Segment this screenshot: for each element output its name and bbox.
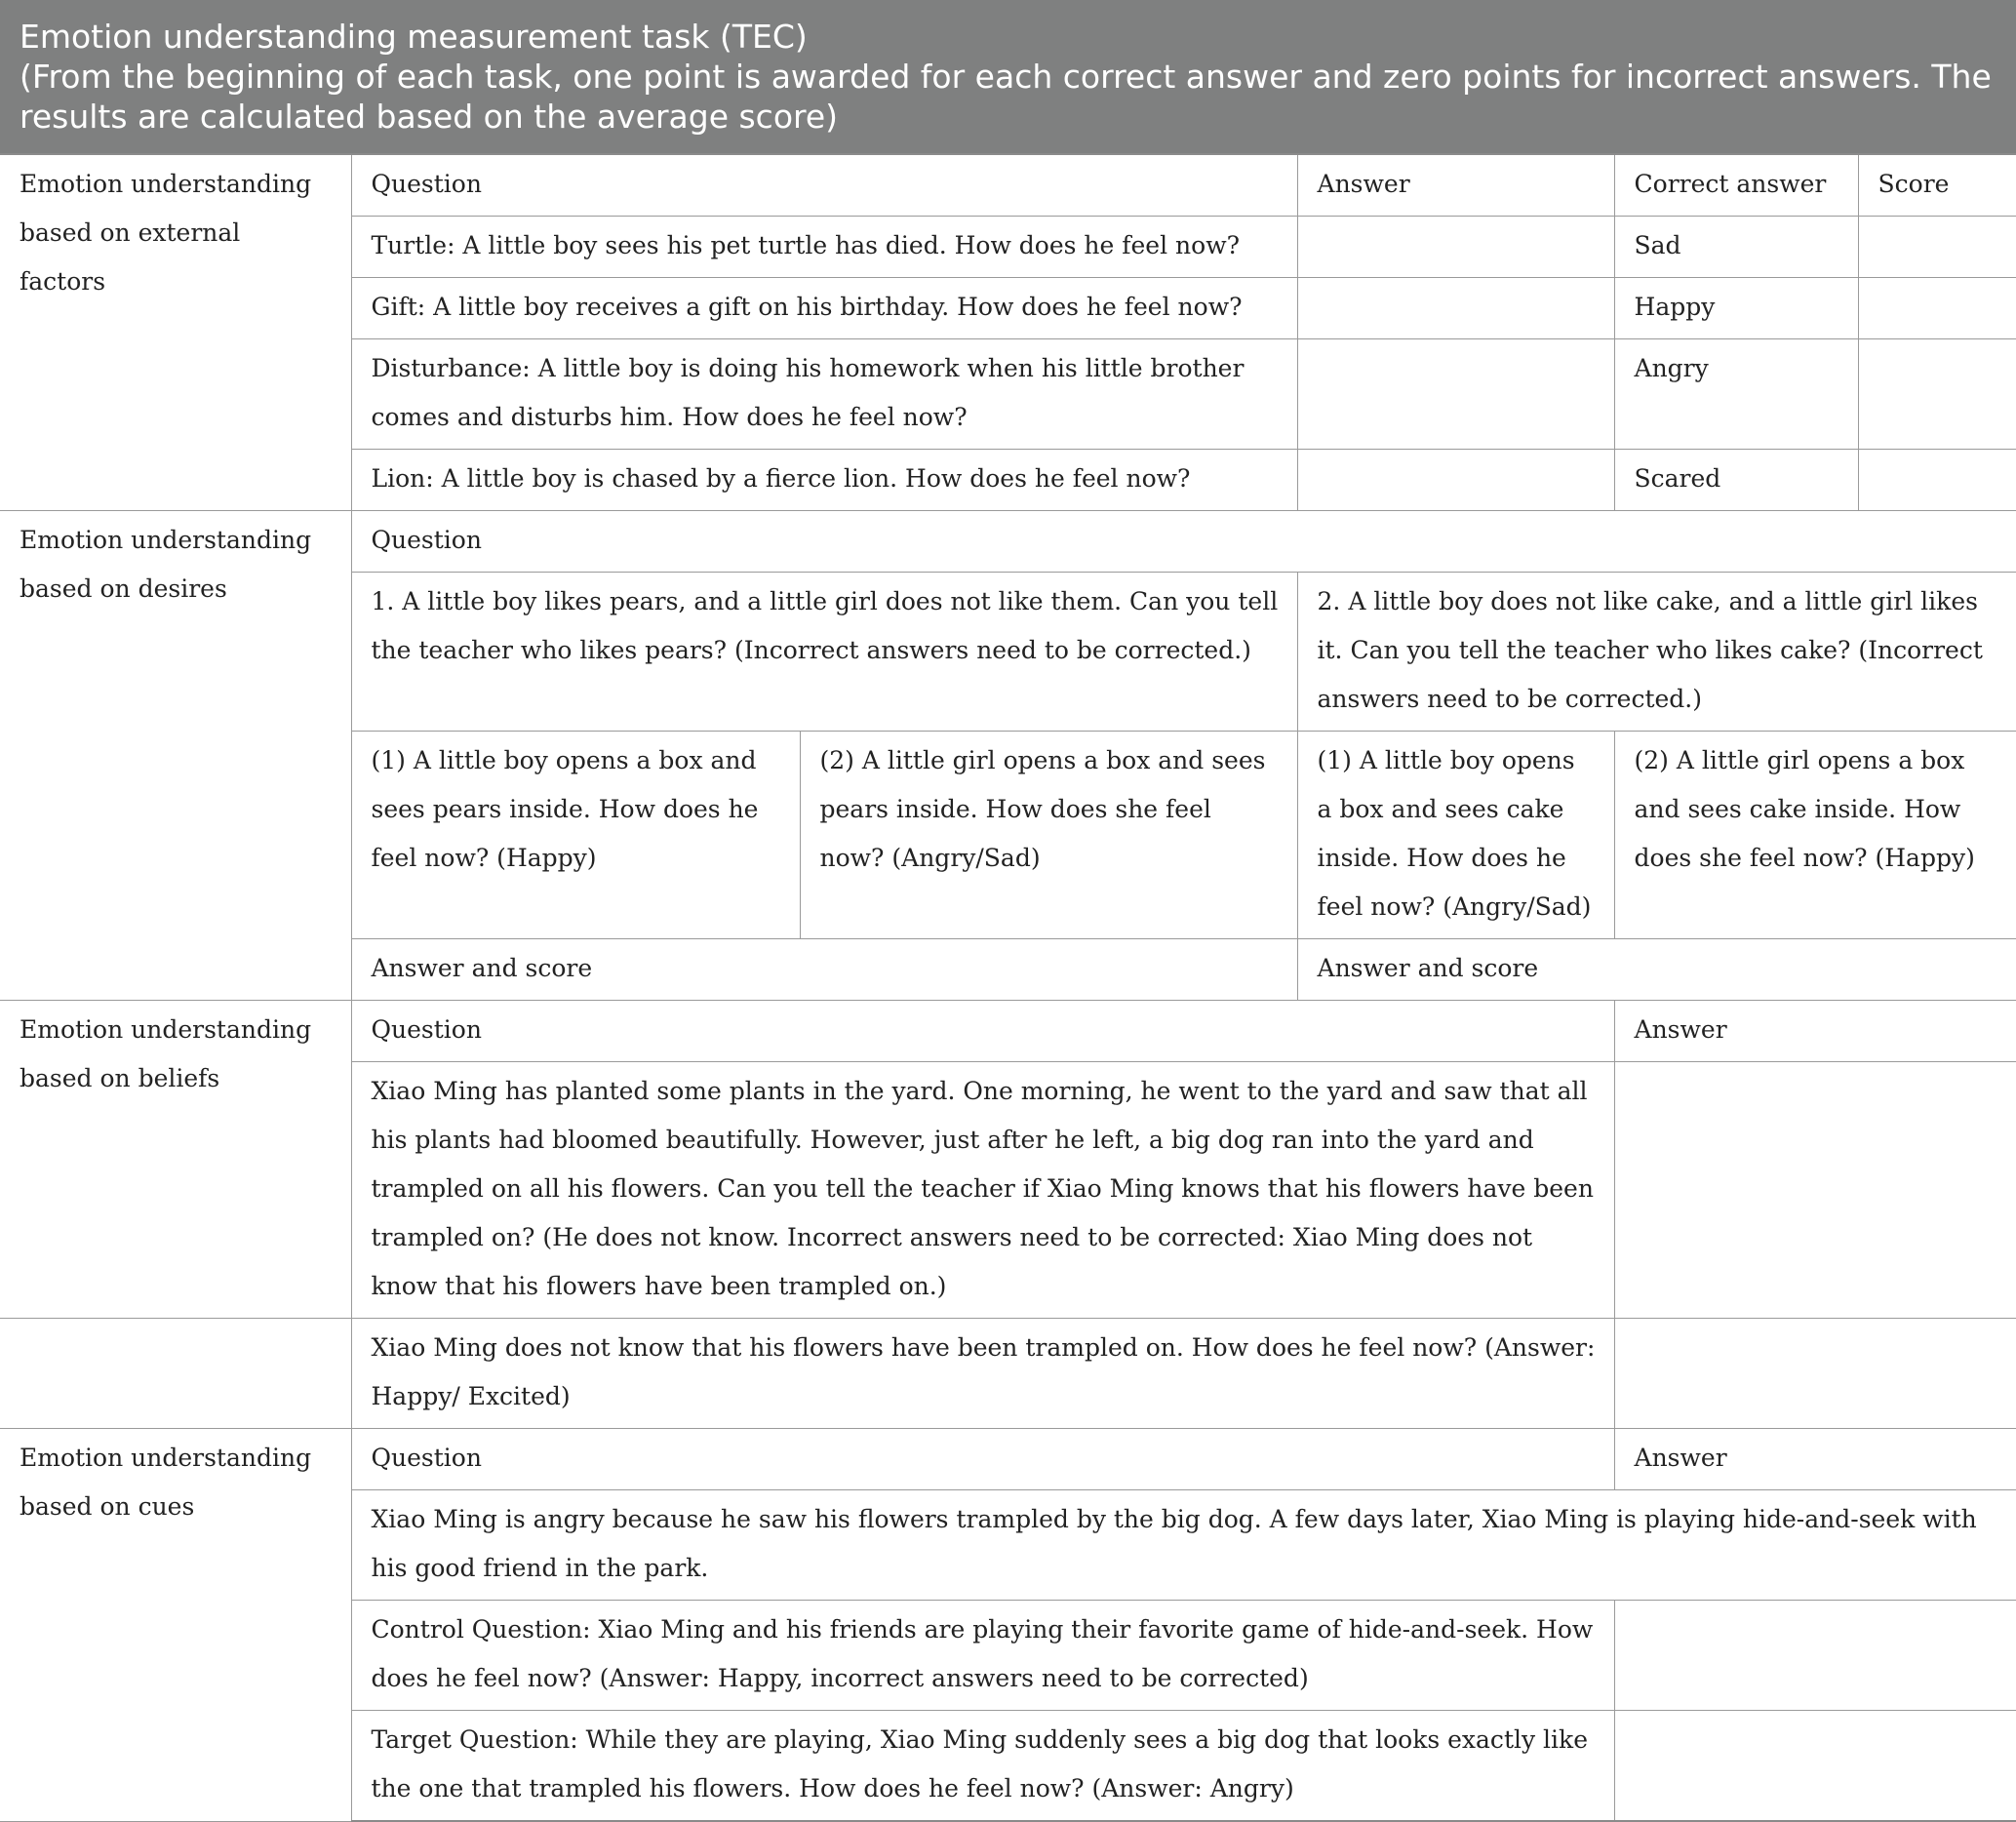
answer-and-score-2: Answer and score	[1297, 939, 2016, 1001]
table-row	[0, 154, 2016, 217]
cues-target-question: Target Question: While they are playing, Xiao Ming suddenly sees a big dog that looks exactly like the one that trampled his flowers. How does he feel now? (Answer: Angry)	[351, 1711, 1614, 1822]
column-header-score: Score	[1858, 154, 2016, 217]
table-row	[0, 511, 2016, 573]
table-subtitle: (From the beginning of each task, one point is awarded for each correct answer and zero points for incorrect answers. The results are calculated based on the average score)	[20, 58, 1992, 136]
empty-category-cell	[0, 1319, 351, 1429]
answer-cell	[1614, 1601, 2016, 1711]
correct-answer-cell: Sad	[1614, 217, 1858, 278]
table-title: Emotion understanding measurement task (TEC)	[20, 18, 808, 56]
category-desires: Emotion understanding based on desires	[0, 511, 351, 1001]
correct-answer-cell: Happy	[1614, 278, 1858, 339]
desires-subquestion: (2) A little girl opens a box and sees pears inside. How does she feel now? (Angry/Sad)	[800, 732, 1297, 939]
score-cell	[1858, 450, 2016, 511]
cues-question-label: Question	[351, 1429, 1614, 1490]
table-row	[0, 1319, 2016, 1429]
desires-subquestion: (2) A little girl opens a box and sees cake inside. How does she feel now? (Happy)	[1614, 732, 2016, 939]
answer-cell	[1297, 217, 1614, 278]
beliefs-story: Xiao Ming has planted some plants in the yard. One morning, he went to the yard and saw that all his plants had bloomed beautifully. However, just after he left, a big dog ran into the yard and trampled on all his flowers. Can you tell the teacher if Xiao Ming knows that his flowers have been trampled on? (He does not know. Incorrect answers need to be corrected: Xiao Ming does not know that his flowers have been trampled on.)	[351, 1062, 1614, 1319]
category-external: Emotion understanding based on external factors	[0, 154, 351, 511]
correct-answer-cell: Angry	[1614, 339, 1858, 450]
answer-cell	[1297, 339, 1614, 450]
beliefs-answer-label: Answer	[1614, 1001, 2016, 1062]
category-beliefs: Emotion understanding based on beliefs	[0, 1001, 351, 1319]
answer-cell	[1614, 1711, 2016, 1822]
answer-cell	[1614, 1062, 2016, 1319]
cues-control-question: Control Question: Xiao Ming and his friends are playing their favorite game of hide-and-seek. How does he feel now? (Answer: Happy, incorrect answers need to be corrected)	[351, 1601, 1614, 1711]
score-cell	[1858, 339, 2016, 450]
score-cell	[1858, 278, 2016, 339]
desires-subquestion: (1) A little boy opens a box and sees cake inside. How does he feel now? (Angry/Sad)	[1297, 732, 1614, 939]
question-disturbance: Disturbance: A little boy is doing his homework when his little brother comes and disturbs him. How does he feel now?	[351, 339, 1297, 450]
table-row	[0, 1001, 2016, 1062]
answer-cell	[1297, 278, 1614, 339]
column-header-question: Question	[351, 154, 1297, 217]
cues-story: Xiao Ming is angry because he saw his flowers trampled by the big dog. A few days later, Xiao Ming is playing hide-and-seek with his good friend in the park.	[351, 1490, 2016, 1601]
category-cues: Emotion understanding based on cues	[0, 1429, 351, 1822]
desires-question-2: 2. A little boy does not like cake, and a little girl likes it. Can you tell the teacher who likes cake? (Incorrect answers need to be corrected.)	[1297, 573, 2016, 732]
desires-question-1: 1. A little boy likes pears, and a little girl does not like them. Can you tell the teacher who likes pears? (Incorrect answers need to be corrected.)	[351, 573, 1297, 732]
table-row	[0, 1429, 2016, 1490]
correct-answer-cell: Scared	[1614, 450, 1858, 511]
tec-table	[0, 153, 2016, 1822]
question-lion: Lion: A little boy is chased by a fierce lion. How does he feel now?	[351, 450, 1297, 511]
answer-cell	[1614, 1319, 2016, 1429]
beliefs-question-label: Question	[351, 1001, 1614, 1062]
column-header-correct-answer: Correct answer	[1614, 154, 1858, 217]
beliefs-followup: Xiao Ming does not know that his flowers have been trampled on. How does he feel now? (Answer: Happy/ Excited)	[351, 1319, 1614, 1429]
column-header-answer: Answer	[1297, 154, 1614, 217]
answer-cell	[1297, 450, 1614, 511]
question-gift: Gift: A little boy receives a gift on his birthday. How does he feel now?	[351, 278, 1297, 339]
answer-and-score-1: Answer and score	[351, 939, 1297, 1001]
table-header	[0, 0, 2016, 153]
question-turtle: Turtle: A little boy sees his pet turtle has died. How does he feel now?	[351, 217, 1297, 278]
desires-question-label: Question	[351, 511, 2016, 573]
score-cell	[1858, 217, 2016, 278]
desires-subquestion: (1) A little boy opens a box and sees pears inside. How does he feel now? (Happy)	[351, 732, 800, 939]
cues-answer-label: Answer	[1614, 1429, 2016, 1490]
